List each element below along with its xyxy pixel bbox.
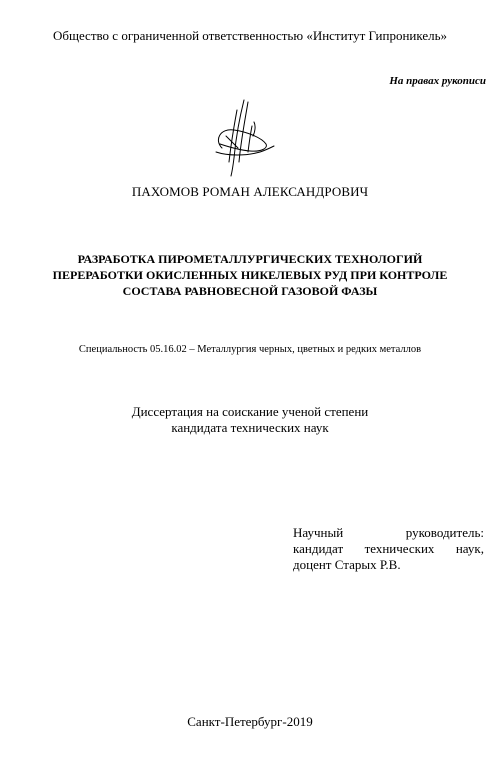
supervisor-word: Научный — [293, 525, 344, 540]
degree-line-2: кандидата технических наук — [171, 420, 329, 435]
signature-icon — [204, 96, 276, 178]
supervisor-block — [293, 525, 484, 573]
title-line: ПЕРЕРАБОТКИ ОКИСЛЕННЫХ НИКЕЛЕВЫХ РУД ПРИ КОНТРОЛЕ — [52, 268, 448, 282]
author-name: ПАХОМОВ РОМАН АЛЕКСАНДРОВИЧ — [131, 184, 369, 199]
title-line: СОСТАВА РАВНОВЕСНОЙ ГАЗОВОЙ ФАЗЫ — [122, 284, 378, 298]
supervisor-word: технических — [364, 541, 435, 556]
supervisor-line-2 — [293, 541, 484, 557]
dissertation-title — [20, 251, 480, 299]
supervisor-word: наук, — [455, 541, 484, 556]
organization-name: Общество с ограниченной ответственностью «Институт Гипроникель» — [52, 28, 448, 43]
city-year: Санкт-Петербург-2019 — [187, 714, 313, 729]
degree-statement — [0, 404, 500, 436]
title-line: РАЗРАБОТКА ПИРОМЕТАЛЛУРГИЧЕСКИХ ТЕХНОЛОГИЙ — [77, 252, 423, 266]
supervisor-line-3: доцент Старых Р.В. — [293, 557, 401, 572]
supervisor-word: кандидат — [293, 541, 344, 556]
supervisor-word: руководитель: — [405, 525, 484, 540]
degree-line-1: Диссертация на соискание ученой степени — [131, 404, 369, 419]
rights-note: На правах рукописи — [389, 75, 486, 87]
specialty-line: Специальность 05.16.02 – Металлургия черных, цветных и редких металлов — [78, 344, 422, 355]
supervisor-line-1 — [293, 525, 484, 541]
